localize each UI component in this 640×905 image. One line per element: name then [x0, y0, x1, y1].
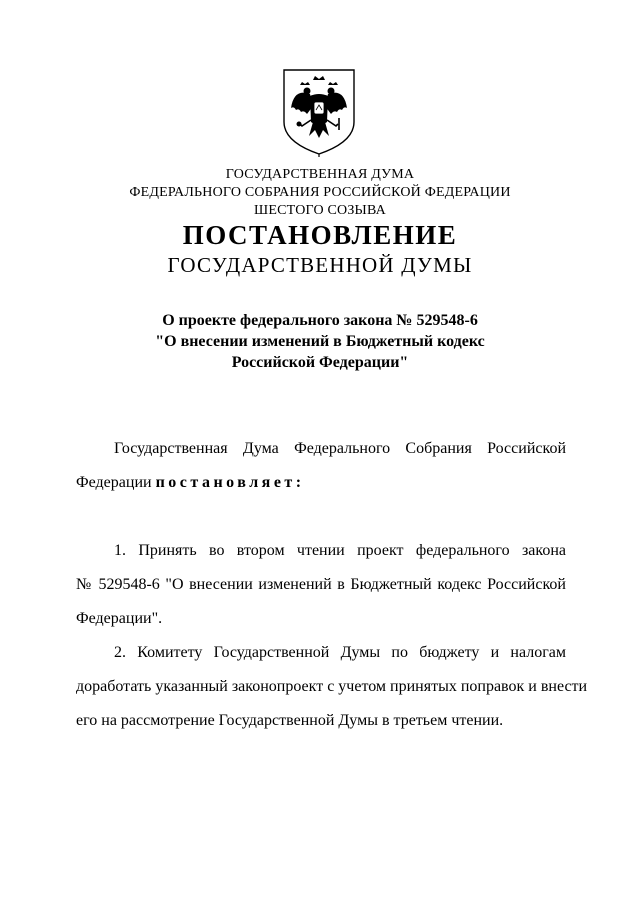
preamble-line-1: Государственная Дума Федерального Собрания Российской — [114, 440, 566, 457]
document-issuer-title: ГОСУДАРСТВЕННОЙ ДУМЫ — [167, 253, 473, 277]
preamble-resolves: постановляет: — [155, 474, 305, 491]
issuing-body-header — [0, 166, 640, 220]
document-type-title: ПОСТАНОВЛЕНИЕ — [182, 220, 458, 250]
preamble-paragraph — [76, 432, 566, 500]
document-subject — [0, 310, 640, 373]
resolution-item-1 — [76, 534, 566, 636]
header-line-1: ГОСУДАРСТВЕННАЯ ДУМА — [225, 167, 415, 182]
header-line-3: ШЕСТОГО СОЗЫВА — [254, 203, 386, 218]
subject-line-1: О проекте федерального закона № 529548-6 — [162, 312, 478, 329]
subject-line-2: "О внесении изменений в Бюджетный кодекс — [155, 333, 485, 350]
preamble-line-2 — [76, 466, 566, 500]
item-1-line-3: Федерации". — [76, 610, 163, 627]
header-line-2: ФЕДЕРАЛЬНОГО СОБРАНИЯ РОССИЙСКОЙ ФЕДЕРАЦИИ — [129, 185, 511, 200]
russian-coat-of-arms-icon — [280, 66, 358, 158]
resolution-item-2 — [76, 636, 588, 738]
preamble-line-2-start: Федерации — [76, 474, 152, 491]
item-1-line-2: № 529548-6 "О внесении изменений в Бюджетный кодекс Российской — [76, 576, 566, 593]
subject-line-3: Российской Федерации" — [231, 354, 409, 371]
item-1-line-1: 1. Принять во втором чтении проект федерального закона — [114, 542, 566, 559]
item-2-line-2: доработать указанный законопроект с учетом принятых поправок и внести — [76, 678, 588, 695]
item-2-line-1: 2. Комитету Государственной Думы по бюджету и налогам — [114, 644, 566, 661]
item-2-line-3: его на рассмотрение Государственной Думы в третьем чтении. — [76, 712, 504, 729]
